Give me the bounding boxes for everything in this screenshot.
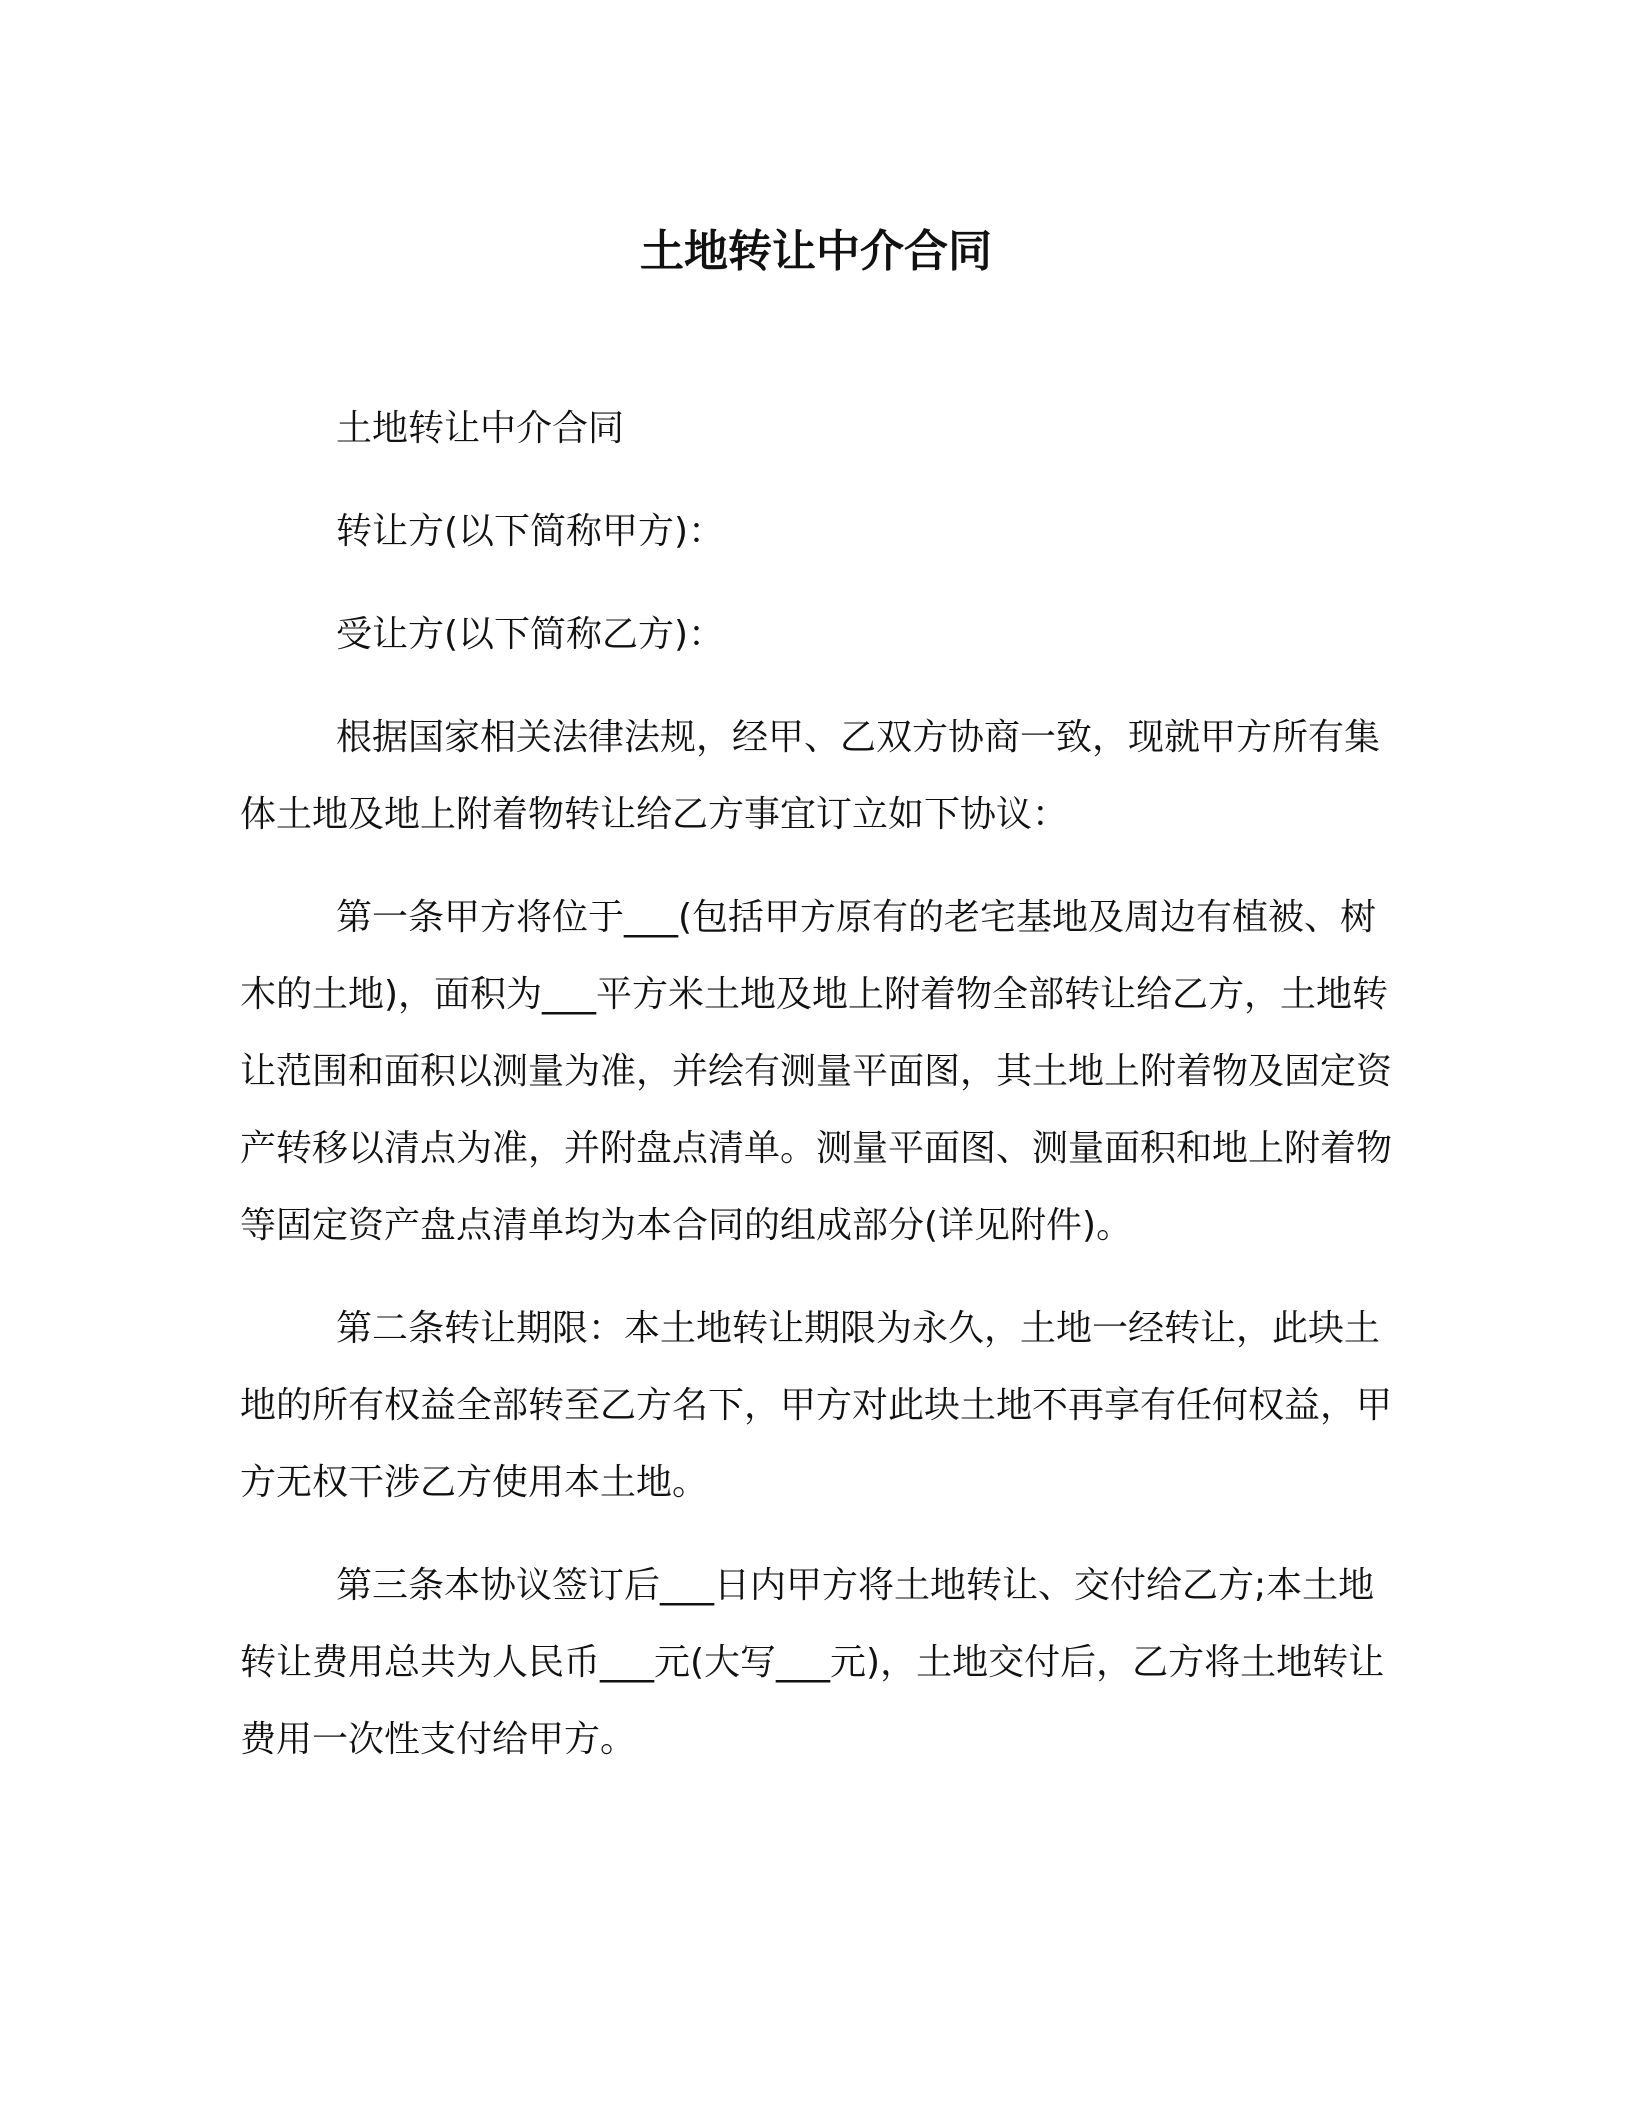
paragraph-transferee: 受让方(以下简称乙方)： bbox=[336, 614, 725, 655]
paragraph-preamble: 根据国家相关法律法规，经甲、乙双方协商一致，现就甲方所有集体土地及地上附着物转让给乙方事宜订立如下协议： bbox=[240, 717, 1381, 835]
paragraph-heading: 土地转让中介合同 bbox=[336, 408, 625, 449]
paragraph-article-3: 第三条本协议签订后___日内甲方将土地转让、交付给乙方;本土地转让费用总共为人民币___元(大写___元)，土地交付后，乙方将土地转让费用一次性支付给甲方。 bbox=[240, 1565, 1385, 1760]
document-body bbox=[240, 390, 1410, 1804]
paragraph-article-2: 第二条转让期限：本土地转让期限为永久，土地一经转让，此块土地的所有权益全部转至乙方名下，甲方对此块土地不再享有任何权益，甲方无权干涉乙方使用本土地。 bbox=[240, 1308, 1393, 1503]
paragraph-article-1: 第一条甲方将位于___(包括甲方原有的老宅基地及周边有植被、树木的土地)，面积为___平方米土地及地上附着物全部转让给乙方，土地转让范围和面积以测量为准，并绘有测量平面图，其土地上附着物及固定资产转移以清点为准，并附盘点清单。测量平面图、测量面积和地上附着物等固定资产盘点清单均为本合同的组成部分(详见附件)。 bbox=[240, 897, 1393, 1246]
paragraph-transferor: 转让方(以下简称甲方)： bbox=[336, 511, 725, 552]
document-title: 土地转让中介合同 bbox=[640, 226, 992, 277]
